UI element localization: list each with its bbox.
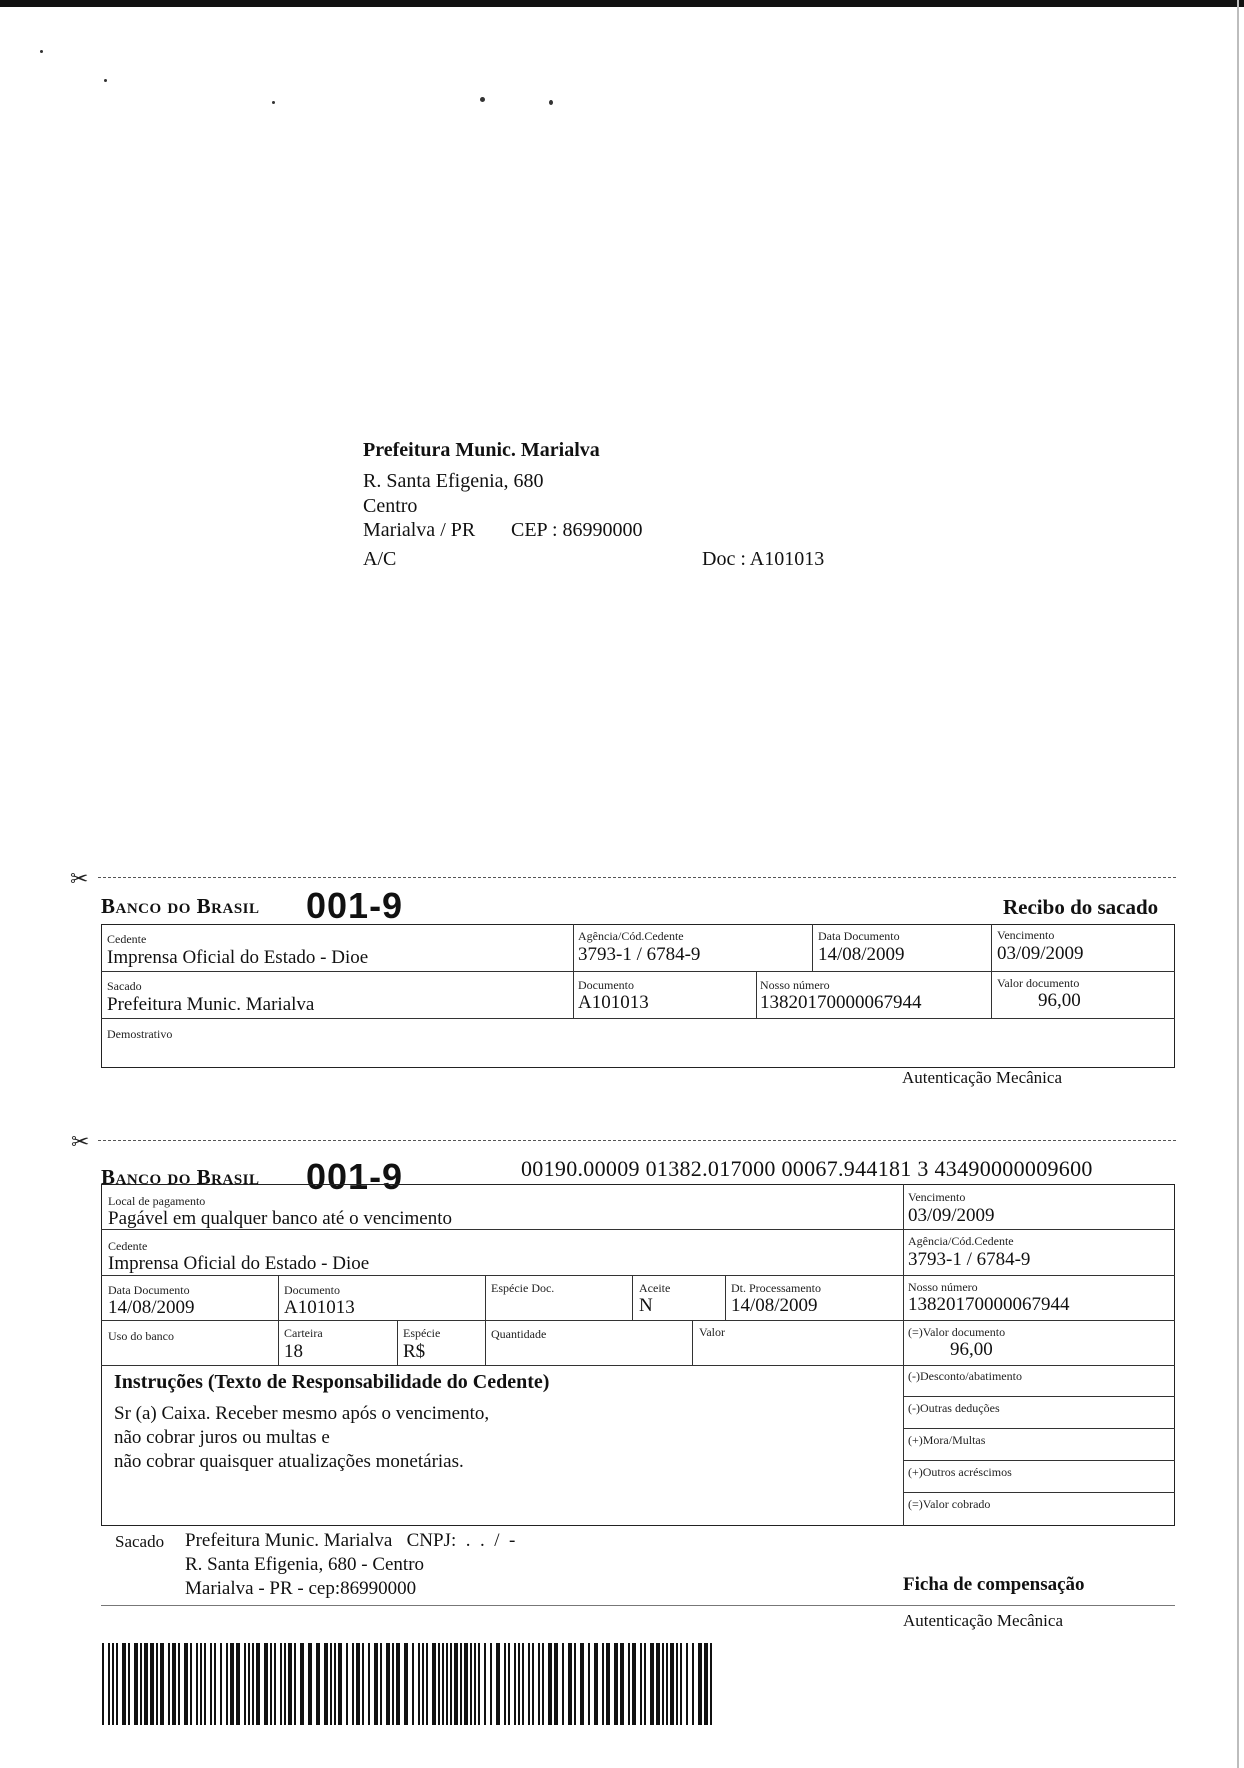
barcode-bar [574,1643,576,1725]
vencimento-value: 03/09/2009 [997,943,1084,964]
barcode-bar [442,1643,444,1725]
barcode-bar [356,1643,360,1725]
barcode-bar [542,1643,544,1725]
barcode-bar [538,1643,540,1725]
barcode-bar [214,1643,216,1725]
receipt-row-divider [101,971,1175,972]
barcode-bar [490,1643,492,1725]
barcode-bar [190,1643,192,1725]
barcode-bar [606,1643,610,1725]
receipt-col-divider [812,924,813,971]
barcode-bar [676,1643,678,1725]
barcode-bar [184,1643,188,1725]
nosso-numero-value: 13820170000067944 [760,992,922,1013]
barcode-bar [264,1643,268,1725]
sacado-divider [101,1605,1175,1606]
barcode-bar [698,1643,702,1725]
barcode-bar [284,1643,286,1725]
barcode-bar [244,1643,246,1725]
slip-row-divider [101,1275,1175,1276]
barcode-bar [172,1643,176,1725]
barcode-bar [710,1643,712,1725]
receipt-row-divider [101,1018,1175,1019]
documento-label: Documento [578,978,634,992]
barcode-bar [270,1643,272,1725]
barcode-bar [256,1643,260,1725]
valor-label: Valor [699,1325,725,1339]
local-pagamento-value: Pagável em qualquer banco até o vencimento [108,1208,452,1229]
data-documento-value: 14/08/2009 [108,1297,195,1318]
cut-line [98,1140,1176,1141]
barcode-bar [504,1643,506,1725]
barcode-bar [346,1643,348,1725]
barcode-bar [404,1643,408,1725]
barcode-bar [484,1643,486,1725]
barcode-bar [252,1643,254,1725]
valor-cobrado-label: (=)Valor cobrado [908,1497,991,1511]
cedente-value: Imprensa Oficial do Estado - Dioe [108,1253,370,1274]
barcode-bar [650,1643,654,1725]
barcode-bar [692,1643,694,1725]
scan-speck [549,100,553,105]
barcode-bar [704,1643,708,1725]
recipient-name: Prefeitura Munic. Marialva [363,439,600,461]
barcode-bar [438,1643,440,1725]
linha-digitavel: 00190.00009 01382.017000 00067.944181 3 43490000009600 [521,1156,1093,1181]
barcode-bar [330,1643,332,1725]
cut-line [98,877,1176,878]
barcode-bar [412,1643,414,1725]
barcode-bar [386,1643,390,1725]
agencia-value: 3793-1 / 6784-9 [578,944,701,965]
scan-speck [272,101,275,104]
data-documento-label: Data Documento [818,929,900,943]
recipient-district: Centro [363,495,418,517]
barcode-bar [464,1643,468,1725]
instruction-line: não cobrar quaisquer atualizações monetárias. [114,1451,464,1472]
slip-box [101,1184,1175,1526]
barcode [102,1643,714,1725]
barcode-bar [324,1643,328,1725]
barcode-bar [352,1643,354,1725]
barcode-bar [548,1643,552,1725]
barcode-bar [632,1643,636,1725]
barcode-bar [102,1643,104,1725]
vencimento-label: Vencimento [908,1190,966,1204]
desconto-label: (-)Desconto/abatimento [908,1369,1022,1383]
barcode-bar [338,1643,342,1725]
barcode-bar [422,1643,424,1725]
barcode-bar [680,1643,682,1725]
barcode-bar [220,1643,222,1725]
valor-documento-label: (=)Valor documento [908,1325,1006,1339]
bank-name: Banco do Brasil [101,894,260,918]
barcode-bar [454,1643,458,1725]
local-pagamento-label: Local de pagamento [108,1194,206,1208]
barcode-bar [116,1643,118,1725]
barcode-bar [178,1643,180,1725]
barcode-bar [496,1643,500,1725]
outras-deducoes-label: (-)Outras deduções [908,1401,1000,1415]
receipt-col-divider [756,971,757,1018]
aceite-value: N [639,1295,653,1316]
scissors-icon: ✂ [70,866,89,891]
vencimento-value: 03/09/2009 [908,1205,995,1226]
barcode-bar [274,1643,276,1725]
uso-banco-label: Uso do banco [108,1329,174,1343]
barcode-bar [532,1643,534,1725]
barcode-bar [474,1643,476,1725]
slip-col-divider [725,1275,726,1320]
slip-side-divider [903,1396,1175,1397]
barcode-bar [644,1643,646,1725]
barcode-bar [640,1643,642,1725]
barcode-bar [628,1643,630,1725]
valor-documento-value: 96,00 [1038,990,1081,1011]
cedente-label: Cedente [108,1239,148,1253]
slip-col-divider [278,1275,279,1365]
barcode-bar [588,1643,590,1725]
barcode-bar [248,1643,250,1725]
outros-acrescimos-label: (+)Outros acréscimos [908,1465,1012,1479]
barcode-bar [670,1643,674,1725]
barcode-bar [156,1643,158,1725]
bank-name: Banco do Brasil [101,1165,260,1189]
instruction-line: Sr (a) Caixa. Receber mesmo após o vencimento, [114,1403,490,1424]
slip-side-divider [903,1428,1175,1429]
demonstrativo-label: Demostrativo [107,1027,173,1041]
ficha-compensacao: Ficha de compensação [903,1574,1085,1595]
scan-speck [40,50,43,53]
nosso-numero-label: Nosso número [908,1280,978,1294]
slip-row-divider [101,1365,1175,1366]
scan-top-border [0,0,1244,7]
sacado-line-3: Marialva - PR - cep:86990000 [185,1578,417,1599]
instructions-title: Instruções (Texto de Responsabilidade do Cedente) [114,1371,550,1393]
slip-side-divider [903,1492,1175,1493]
barcode-bar [568,1643,572,1725]
barcode-bar [200,1643,202,1725]
agencia-value: 3793-1 / 6784-9 [908,1249,1031,1270]
recipient-ac: A/C [363,548,397,570]
valor-documento-label: Valor documento [997,976,1080,990]
quantidade-label: Quantidade [491,1327,547,1341]
barcode-bar [478,1643,480,1725]
agencia-label: Agência/Cód.Cedente [908,1234,1014,1248]
barcode-bar [554,1643,558,1725]
aceite-label: Aceite [639,1281,671,1295]
barcode-bar [236,1643,240,1725]
cedente-value: Imprensa Oficial do Estado - Dioe [107,947,369,968]
barcode-bar [204,1643,206,1725]
documento-value: A101013 [284,1297,355,1318]
especie-doc-label: Espécie Doc. [491,1281,555,1295]
barcode-bar [522,1643,524,1725]
barcode-bar [112,1643,114,1725]
sacado-label: Sacado [115,1532,165,1551]
vencimento-label: Vencimento [997,928,1055,942]
sacado-label: Sacado [107,979,142,993]
slip-col-divider [692,1320,693,1365]
barcode-bar [396,1643,400,1725]
dt-processamento-value: 14/08/2009 [731,1295,818,1316]
barcode-bar [140,1643,142,1725]
barcode-bar [196,1643,198,1725]
barcode-bar [230,1643,234,1725]
barcode-bar [656,1643,660,1725]
receipt-col-divider [573,924,574,1018]
scissors-icon: ✂ [71,1129,90,1154]
barcode-bar [518,1643,520,1725]
slip-right-column-divider [903,1184,904,1526]
barcode-bar [418,1643,420,1725]
agencia-label: Agência/Cód.Cedente [578,929,684,943]
slip-side-divider [903,1460,1175,1461]
sacado-value: Prefeitura Munic. Marialva [107,994,315,1015]
recipient-street: R. Santa Efigenia, 680 [363,470,544,492]
bank-code: 001-9 [306,1156,404,1197]
barcode-bar [362,1643,364,1725]
barcode-bar [508,1643,510,1725]
barcode-bar [446,1643,448,1725]
cedente-label: Cedente [107,932,147,946]
especie-label: Espécie [403,1326,441,1340]
valor-documento-value: 96,00 [950,1339,993,1360]
barcode-bar [380,1643,382,1725]
slip-col-divider [485,1275,486,1365]
barcode-bar [686,1643,688,1725]
barcode-bar [300,1643,304,1725]
barcode-bar [144,1643,148,1725]
barcode-bar [374,1643,378,1725]
recipient-doc: Doc : A101013 [702,548,825,570]
barcode-bar [602,1643,604,1725]
barcode-bar [294,1643,296,1725]
barcode-bar [288,1643,292,1725]
barcode-bar [150,1643,154,1725]
receipt-col-divider [991,924,992,1018]
documento-value: A101013 [578,992,649,1013]
barcode-bar [210,1643,212,1725]
slip-col-divider [632,1275,633,1320]
scan-speck [104,79,107,82]
scan-speck [480,97,485,102]
barcode-bar [168,1643,170,1725]
carteira-value: 18 [284,1341,303,1362]
barcode-bar [460,1643,462,1725]
instruction-line: não cobrar juros ou multas e [114,1427,330,1448]
sacado-line-2: R. Santa Efigenia, 680 - Centro [185,1554,425,1575]
barcode-bar [614,1643,618,1725]
autenticacao-mecanica: Autenticação Mecânica [903,1611,1063,1630]
barcode-bar [620,1643,624,1725]
barcode-bar [580,1643,584,1725]
barcode-bar [334,1643,336,1725]
receipt-title: Recibo do sacado [1003,895,1159,919]
barcode-bar [514,1643,516,1725]
mora-multas-label: (+)Mora/Multas [908,1433,986,1447]
documento-label: Documento [284,1283,340,1297]
barcode-bar [368,1643,370,1725]
barcode-bar [470,1643,472,1725]
barcode-bar [426,1643,428,1725]
barcode-bar [432,1643,436,1725]
barcode-bar [160,1643,164,1725]
barcode-bar [280,1643,282,1725]
especie-value: R$ [403,1341,426,1362]
barcode-bar [122,1643,126,1725]
carteira-label: Carteira [284,1326,323,1340]
barcode-bar [392,1643,394,1725]
barcode-bar [108,1643,110,1725]
bank-code: 001-9 [306,885,404,926]
nosso-numero-label: Nosso número [760,978,830,992]
barcode-bar [128,1643,130,1725]
barcode-bar [562,1643,564,1725]
autenticacao-mecanica: Autenticação Mecânica [902,1068,1062,1087]
sacado-line-1: Prefeitura Munic. Marialva CNPJ: . . / - [185,1530,516,1551]
barcode-bar [662,1643,664,1725]
nosso-numero-value: 13820170000067944 [908,1294,1070,1315]
barcode-bar [594,1643,598,1725]
recipient-cep: CEP : 86990000 [511,519,643,541]
slip-col-divider [397,1320,398,1365]
barcode-bar [134,1643,138,1725]
barcode-bar [450,1643,452,1725]
data-documento-label: Data Documento [108,1283,190,1297]
data-documento-value: 14/08/2009 [818,944,905,965]
scan-right-edge [1237,0,1239,1768]
barcode-bar [528,1643,530,1725]
barcode-bar [226,1643,228,1725]
recipient-city: Marialva / PR [363,519,476,541]
slip-row-divider [101,1320,1175,1321]
barcode-bar [308,1643,312,1725]
barcode-bar [666,1643,668,1725]
barcode-bar [316,1643,320,1725]
dt-processamento-label: Dt. Processamento [731,1281,821,1295]
